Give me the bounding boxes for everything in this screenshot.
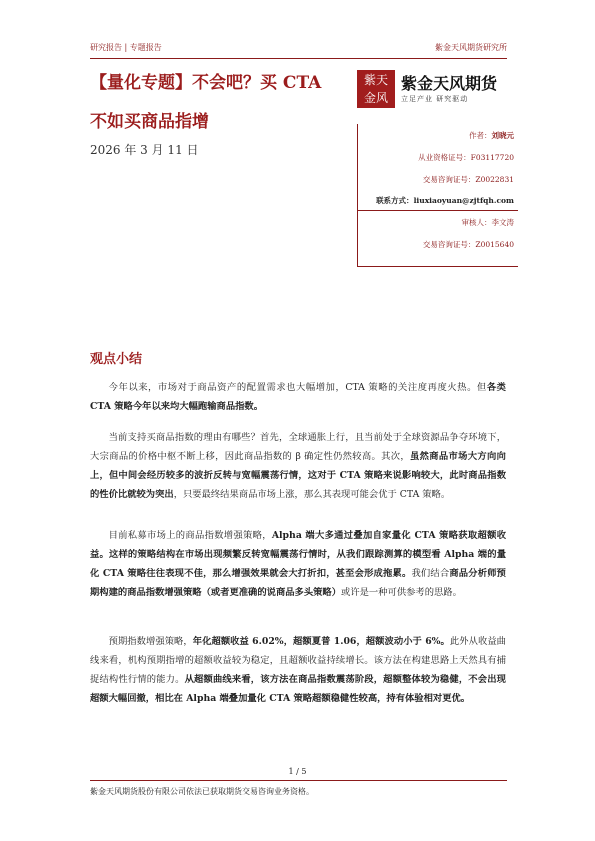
reviewer-consult-row: 交易咨询证号：Z0015640 xyxy=(422,240,514,249)
company-tagline: 立足产业 研究驱动 xyxy=(401,95,469,103)
seal-icon: 紫天 金风 xyxy=(357,70,395,108)
divider xyxy=(358,210,518,211)
report-title-line1: 【量化专题】不会吧？买 CTA xyxy=(90,73,322,93)
footer-divider xyxy=(90,780,507,781)
report-title-line2: 不如买商品指增 xyxy=(90,112,209,132)
qualification-row: 从业资格证号：F03117720 xyxy=(418,153,514,162)
paragraph-3: 目前私募市场上的商品指数增强策略，Alpha 端大多通过叠加自家量化 CTA 策略获取超额收益。这样的策略结构在市场出现频繁反转宽幅震荡行情时，从我们跟踪测算的模型看 Alpha 端的量化 CTA 策略往往表现不佳，那么增强效果就会大打折扣，甚至会形成拖累。我们结合商品分析师预期构建的商品指数增强策略（或者更准确的说商品多头策略）或许是一种可供参考的思路。 xyxy=(90,530,506,598)
reviewer-row: 审核人：李文涛 xyxy=(461,218,514,227)
page-number: 1 / 5 xyxy=(288,767,307,776)
section-title: 观点小结 xyxy=(90,352,143,367)
footer-disclaimer: 紫金天风期货股份有限公司依法已获取期货交易咨询业务资格。 xyxy=(90,787,314,796)
contact-row: 联系方式：liuxiaoyuan@zjtfqh.com xyxy=(376,196,514,205)
company-logo xyxy=(357,70,517,110)
paragraph-1: 今年以来，市场对于商品资产的配置需求也大幅增加，CTA 策略的关注度再度火热。但各类 CTA 策略今年以来均大幅跑输商品指数。 xyxy=(90,382,506,412)
header-institute: 紫金天风期货研究所 xyxy=(435,43,507,52)
header-category: 研究报告 | 专题报告 xyxy=(90,43,162,52)
author-row: 作者：刘晓元 xyxy=(469,131,514,140)
page-header xyxy=(90,40,507,59)
consult-row: 交易咨询证号：Z0022831 xyxy=(422,175,514,184)
paragraph-2: 当前支持买商品指数的理由有哪些？首先，全球通胀上行，且当前处于全球资源品争夺环境下，大宗商品的价格中枢不断上移，因此商品指数的 β 确定性仍然较高。其次，虽然商品市场大方向向上，但中间会经历较多的波折反转与宽幅震荡行情，这对于 CTA 策略来说影响较大，此时商品指数的性价比就较为突出，只要最终结果商品市场上涨，那么其表现可能会优于 CTA 策略。 xyxy=(90,432,506,500)
author-info-box xyxy=(357,124,518,267)
contact-email: liuxiaoyuan@zjtfqh.com xyxy=(413,196,514,205)
paragraph-4: 预期指数增强策略，年化超额收益 6.02%，超额夏普 1.06，超额波动小于 6%。此外从收益曲线来看，机构预期指增的超额收益较为稳定，且超额收益持续增长。该方法在构建思路上天然具有捕捉结构性行情的能力。从超额曲线来看，该方法在商品指数震荡阶段，超额整体较为稳健，不会出现超额大幅回撤，相比在 Alpha 端叠加量化 CTA 策略超额稳健性较高，持有体验相对更优。 xyxy=(90,636,506,704)
report-date: 2026 年 3 月 11 日 xyxy=(90,143,199,157)
company-name: 紫金天风期货 xyxy=(401,74,498,93)
